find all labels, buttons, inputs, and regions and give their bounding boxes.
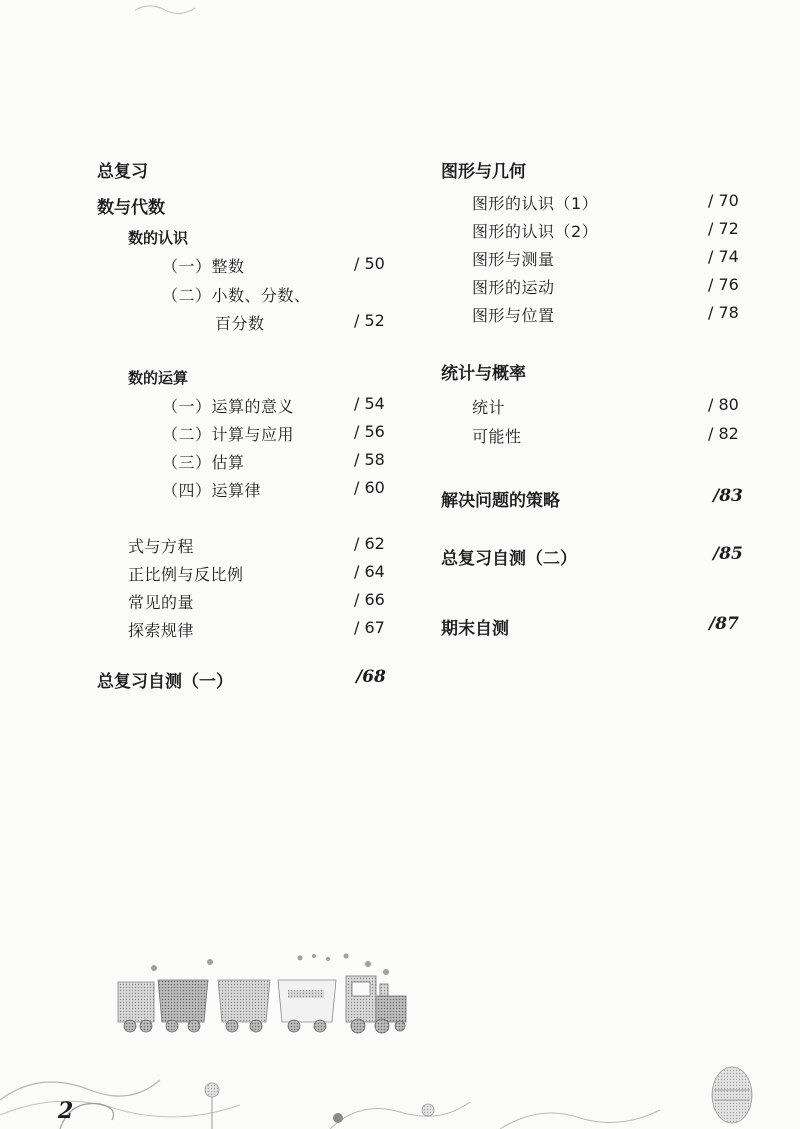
toc-item-label[interactable]: 常见的量 bbox=[128, 593, 195, 612]
toc-item-page: / 56 bbox=[354, 422, 385, 441]
toc-item-label[interactable]: （二）小数、分数、 bbox=[162, 286, 311, 305]
toc-item-label[interactable]: 图形与测量 bbox=[472, 250, 555, 269]
toc-item-label[interactable]: （二）计算与应用 bbox=[162, 425, 295, 444]
toc-item-page: / 52 bbox=[354, 311, 385, 330]
toc-item-label[interactable]: 探索规律 bbox=[128, 621, 195, 640]
toc-item-label[interactable]: （四）运算律 bbox=[162, 481, 262, 500]
toc-item-page: / 62 bbox=[354, 534, 385, 553]
toc-item-label[interactable]: 图形与位置 bbox=[472, 306, 555, 325]
bottom-swirl-decoration bbox=[0, 1060, 800, 1129]
toc-test1-label[interactable]: 总复习自测（一） bbox=[97, 672, 233, 692]
toc-strategy-page: /83 bbox=[713, 486, 743, 506]
toc-item-label[interactable]: 图形的认识（2） bbox=[472, 222, 599, 241]
toc-item-page: / 60 bbox=[354, 478, 385, 497]
toc-item-label[interactable]: 正比例与反比例 bbox=[128, 565, 244, 584]
toc-item-label[interactable]: 图形的认识（1） bbox=[472, 194, 599, 213]
toc-test2-label[interactable]: 总复习自测（二） bbox=[441, 549, 577, 569]
toc-item-page: / 72 bbox=[708, 219, 739, 238]
toc-item-label[interactable]: （一）运算的意义 bbox=[162, 397, 295, 416]
toc-item-page: / 70 bbox=[708, 191, 739, 210]
toc-item-label[interactable]: （三）估算 bbox=[162, 453, 245, 472]
toc-test2-page: /85 bbox=[713, 544, 743, 564]
train-illustration bbox=[110, 950, 420, 1040]
section-number-algebra: 数与代数 bbox=[97, 198, 165, 218]
toc-item-page: / 82 bbox=[708, 424, 739, 443]
heading-general-review: 总复习 bbox=[97, 162, 148, 182]
toc-strategy-label[interactable]: 解决问题的策略 bbox=[441, 491, 560, 511]
toc-item-page: / 54 bbox=[354, 394, 385, 413]
toc-final-page: /87 bbox=[709, 614, 739, 634]
toc-final-label[interactable]: 期末自测 bbox=[441, 619, 509, 639]
toc-item-label[interactable]: 百分数 bbox=[215, 314, 265, 333]
toc-item-page: / 58 bbox=[354, 450, 385, 469]
subsection-number-recognition: 数的认识 bbox=[128, 229, 189, 247]
toc-item-page: / 78 bbox=[708, 303, 739, 322]
toc-item-page: / 67 bbox=[354, 618, 385, 637]
toc-item-page: / 74 bbox=[708, 247, 739, 266]
toc-item-label[interactable]: 可能性 bbox=[472, 427, 522, 446]
section-geometry: 图形与几何 bbox=[441, 162, 526, 182]
toc-item-label[interactable]: 图形的运动 bbox=[472, 278, 555, 297]
section-statistics: 统计与概率 bbox=[441, 364, 526, 384]
toc-item-page: / 50 bbox=[354, 254, 385, 273]
toc-item-page: / 80 bbox=[708, 395, 739, 414]
top-scribble-decoration bbox=[130, 0, 200, 18]
toc-item-label[interactable]: 式与方程 bbox=[128, 537, 195, 556]
page-number: 2 bbox=[58, 1098, 74, 1124]
toc-item-page: / 66 bbox=[354, 590, 385, 609]
toc-test1-page: /68 bbox=[356, 667, 386, 687]
toc-item-page: / 76 bbox=[708, 275, 739, 294]
subsection-operations: 数的运算 bbox=[128, 369, 189, 387]
toc-item-label[interactable]: （一）整数 bbox=[162, 257, 245, 276]
toc-item-page: / 64 bbox=[354, 562, 385, 581]
toc-item-label[interactable]: 统计 bbox=[472, 398, 506, 417]
